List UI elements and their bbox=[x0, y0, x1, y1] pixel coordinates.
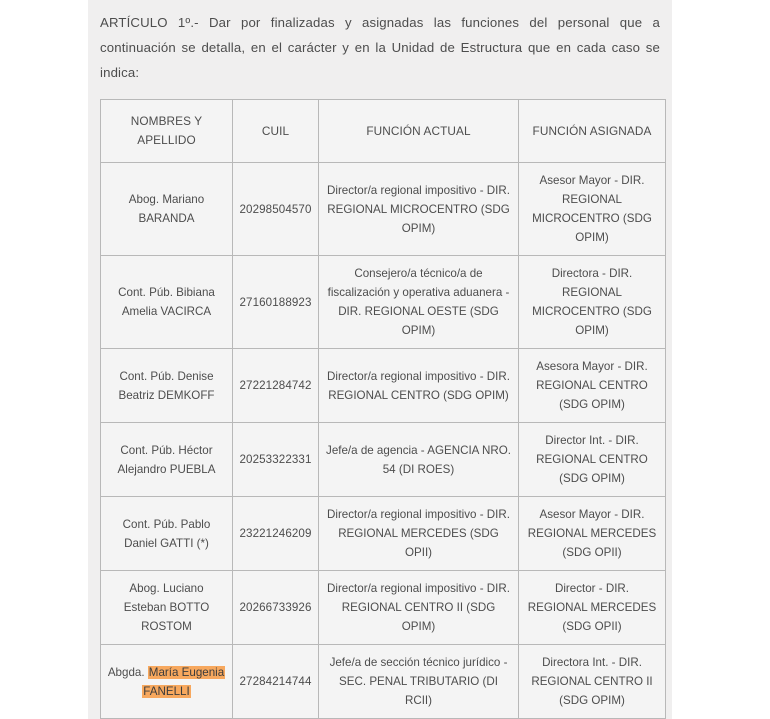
cell-funcion-actual: Consejero/a técnico/a de fiscalización y operativa aduanera - DIR. REGIONAL OESTE (SDG OPIM) bbox=[319, 256, 519, 349]
cell-funcion-actual: Director/a regional impositivo - DIR. REGIONAL CENTRO II (SDG OPIM) bbox=[319, 571, 519, 645]
cell-funcion-asignada: Directora - DIR. REGIONAL MICROCENTRO (SDG OPIM) bbox=[519, 256, 666, 349]
cell-nombre: Cont. Púb. Denise Beatriz DEMKOFF bbox=[101, 349, 233, 423]
cell-nombre: Cont. Púb. Pablo Daniel GATTI (*) bbox=[101, 497, 233, 571]
column-header-nombres: NOMBRES Y APELLIDO bbox=[101, 100, 233, 163]
table-row bbox=[101, 645, 666, 719]
table-row bbox=[101, 349, 666, 423]
cell-funcion-asignada: Asesora Mayor - DIR. REGIONAL CENTRO (SDG OPIM) bbox=[519, 349, 666, 423]
cell-cuil: 20266733926 bbox=[233, 571, 319, 645]
cell-funcion-actual: Jefe/a de sección técnico jurídico - SEC. PENAL TRIBUTARIO (DI RCII) bbox=[319, 645, 519, 719]
table-row bbox=[101, 256, 666, 349]
cell-funcion-asignada: Director Int. - DIR. REGIONAL CENTRO (SDG OPIM) bbox=[519, 423, 666, 497]
column-header-funcion-actual: FUNCIÓN ACTUAL bbox=[319, 100, 519, 163]
table-header-row bbox=[101, 100, 666, 163]
cell-cuil: 27160188923 bbox=[233, 256, 319, 349]
article-intro-paragraph: ARTÍCULO 1º.- Dar por finalizadas y asignadas las funciones del personal que a continuación se detalla, en el carácter y en la Unidad de Estructura que en cada caso se indica: bbox=[100, 15, 660, 80]
cell-funcion-actual: Director/a regional impositivo - DIR. REGIONAL MICROCENTRO (SDG OPIM) bbox=[319, 163, 519, 256]
cell-funcion-asignada: Director - DIR. REGIONAL MERCEDES (SDG OPII) bbox=[519, 571, 666, 645]
document-page bbox=[88, 0, 672, 719]
cell-nombre bbox=[101, 645, 233, 719]
cell-nombre: Abog. Luciano Esteban BOTTO ROSTOM bbox=[101, 571, 233, 645]
cell-cuil: 20253322331 bbox=[233, 423, 319, 497]
cell-cuil: 23221246209 bbox=[233, 497, 319, 571]
cell-cuil: 27221284742 bbox=[233, 349, 319, 423]
cell-funcion-asignada: Asesor Mayor - DIR. REGIONAL MERCEDES (SDG OPII) bbox=[519, 497, 666, 571]
name-prefix-text: Abgda. bbox=[107, 665, 148, 679]
table-body bbox=[101, 163, 666, 719]
cell-funcion-asignada: Asesor Mayor - DIR. REGIONAL MICROCENTRO (SDG OPIM) bbox=[519, 163, 666, 256]
cell-nombre: Cont. Púb. Bibiana Amelia VACIRCA bbox=[101, 256, 233, 349]
cell-funcion-actual: Jefe/a de agencia - AGENCIA NRO. 54 (DI ROES) bbox=[319, 423, 519, 497]
table-row bbox=[101, 571, 666, 645]
cell-funcion-asignada: Directora Int. - DIR. REGIONAL CENTRO II (SDG OPIM) bbox=[519, 645, 666, 719]
table-row bbox=[101, 163, 666, 256]
cell-funcion-actual: Director/a regional impositivo - DIR. REGIONAL MERCEDES (SDG OPII) bbox=[319, 497, 519, 571]
cell-cuil: 27284214744 bbox=[233, 645, 319, 719]
personnel-assignment-table bbox=[100, 99, 666, 719]
column-header-funcion-asignada: FUNCIÓN ASIGNADA bbox=[519, 100, 666, 163]
column-header-cuil: CUIL bbox=[233, 100, 319, 163]
cell-nombre: Cont. Púb. Héctor Alejandro PUEBLA bbox=[101, 423, 233, 497]
table-row bbox=[101, 423, 666, 497]
cell-funcion-actual: Director/a regional impositivo - DIR. REGIONAL CENTRO (SDG OPIM) bbox=[319, 349, 519, 423]
cell-nombre: Abog. Mariano BARANDA bbox=[101, 163, 233, 256]
cell-cuil: 20298504570 bbox=[233, 163, 319, 256]
highlighted-name: María Eugenia FANELLI bbox=[143, 665, 225, 698]
table-row bbox=[101, 497, 666, 571]
